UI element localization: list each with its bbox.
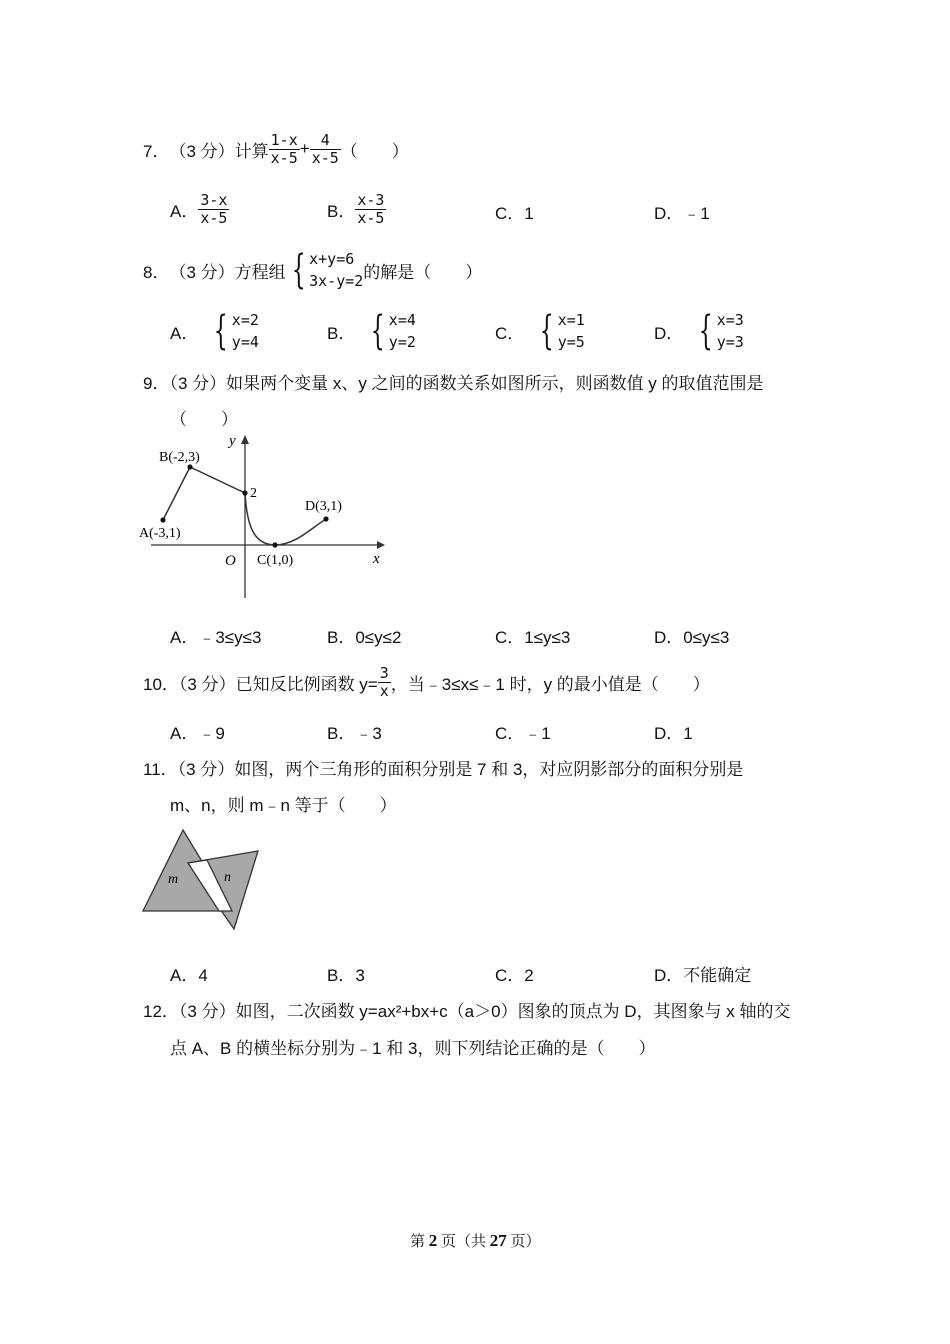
question-10 [143,661,710,703]
solution-x: x=1 [557,311,585,329]
brace-icon: { [540,308,555,354]
solution-y: y=2 [388,333,416,351]
question-points: （3 分） [169,262,235,282]
q10-option-c[interactable]: C．﹣1 [495,724,551,743]
solution-y: y=5 [557,333,585,351]
point-a-label: A(-3,1) [139,526,181,541]
point-c [272,542,277,547]
fraction-numerator: 4 [310,132,341,150]
point-c-label: C(1,0) [257,553,294,568]
label-n: n [224,870,231,885]
q11-option-b[interactable]: B．3 [327,966,365,985]
q9-option-d[interactable]: D．0≤y≤3 [654,628,730,647]
equation-2: 3x-y=2 [309,272,364,290]
question-9-line-2: （ ） [170,410,238,429]
footer-mid: 页（共 [441,1234,487,1250]
question-12-line-2: 点 A、B 的横坐标分别为﹣1 和 3，则下列结论正确的是（ ） [170,1039,656,1058]
question-11-line-1: 11．（3 分）如图，两个三角形的面积分别是 7 和 3，对应阴影部分的面积分别是 [143,760,744,779]
equation-1: x+y=6 [309,250,355,268]
point-b-label: B(-2,3) [159,450,200,465]
q10-option-d[interactable]: D．1 [654,724,693,743]
question-points: （3 分） [169,141,235,161]
function-graph [135,428,395,603]
fraction [198,192,229,227]
fraction [310,132,341,167]
q7-option-d[interactable] [654,199,710,224]
solution-y: y=4 [231,333,259,351]
fraction-denominator: x-5 [311,148,339,167]
equation-system [286,248,364,292]
y-axis-arrow-icon [241,435,249,444]
question-tail: 的解是（ ） [363,262,483,282]
q8-option-c[interactable] [495,306,585,356]
y-axis-label: y [229,433,236,449]
current-page: 2 [428,1231,438,1250]
option-text: 1 [524,204,534,223]
question-text: 方程组 [234,262,286,282]
question-11-line-2: m、n，则 m﹣n 等于（ ） [170,796,397,815]
option-label: C． [495,204,525,223]
fraction [269,132,300,167]
fraction-numerator: 3-x [200,190,228,209]
question-text: 计算 [234,141,269,161]
option-label: A． [170,323,199,343]
question-text-post: ，当﹣3≤x≤﹣1 时，y 的最小值是（ ） [390,674,710,694]
fraction-numerator: x-3 [357,190,385,209]
question-number: 7． [143,141,170,161]
point-d [323,516,328,521]
fraction-numerator: 3 [379,663,389,682]
fraction-denominator: x [379,681,389,700]
option-label: A． [170,201,199,221]
option-label: D． [654,323,684,343]
x-axis-arrow-icon [377,541,385,549]
q9-option-b[interactable]: B．0≤y≤2 [327,628,402,647]
question-9-line-1: 9．（3 分）如果两个变量 x、y 之间的函数关系如图所示，则函数值 y 的取值范围是 [143,374,764,393]
q10-option-a[interactable]: A．﹣9 [170,724,225,743]
equation-system [208,309,259,353]
option-label: C． [495,323,525,343]
equation-system [693,309,744,353]
q11-option-d[interactable]: D．不能确定 [654,966,752,985]
fraction-numerator: 1-x [270,130,298,149]
page-footer [410,1230,541,1251]
option-label: B． [327,323,356,343]
point-d-label: D(3,1) [305,499,342,514]
option-label: D． [654,204,684,223]
line-segment-ab [163,467,245,520]
q8-option-a[interactable] [170,306,259,356]
q8-option-d[interactable] [654,306,744,356]
fraction-denominator: x-5 [357,208,385,227]
solution-y: y=3 [716,333,744,351]
question-12-line-1: 12．（3 分）如图，二次函数 y=ax²+bx+c（a＞0）图象的顶点为 D，其图象与 x 轴的交 [143,1002,791,1021]
option-label: B． [327,201,356,221]
q9-option-a[interactable]: A．﹣3≤y≤3 [170,628,262,647]
solution-x: x=4 [388,311,416,329]
point-y-intercept [242,490,247,495]
point-b [187,464,192,469]
y-intercept-label: 2 [250,486,257,501]
question-text-pre: 10．（3 分）已知反比例函数 y= [143,674,378,694]
option-text: ﹣1 [683,204,710,223]
brace-icon: { [291,247,306,293]
footer-post: 页） [510,1234,541,1250]
label-m: m [168,872,179,887]
q9-option-c[interactable]: C．1≤y≤3 [495,628,571,647]
q7-option-b[interactable] [327,189,386,229]
question-number: 8． [143,262,170,282]
fraction-denominator: x-5 [200,208,228,227]
brace-icon: { [214,308,229,354]
fraction [378,665,391,700]
footer-pre: 第 [410,1234,426,1250]
origin-label: O [225,553,236,569]
triangles-figure [138,825,263,935]
brace-icon: { [699,308,714,354]
q10-option-b[interactable]: B．﹣3 [327,724,382,743]
answer-paren: （ ） [340,141,409,161]
solution-x: x=2 [231,311,259,329]
brace-icon: { [371,308,386,354]
fraction-denominator: x-5 [270,148,298,167]
q11-option-c[interactable]: C．2 [495,966,534,985]
equation-system [534,309,585,353]
x-axis-label: x [373,551,380,567]
plus-sign: + [299,139,310,158]
q7-option-c[interactable] [495,199,534,224]
fraction [355,192,386,227]
solution-x: x=3 [716,311,744,329]
question-8 [143,245,482,295]
question-7 [143,129,409,169]
point-a [160,517,165,522]
total-pages: 27 [489,1231,507,1250]
equation-system [365,309,416,353]
q11-option-a[interactable]: A．4 [170,966,208,985]
q8-option-b[interactable] [327,306,416,356]
q7-option-a[interactable] [170,189,229,229]
